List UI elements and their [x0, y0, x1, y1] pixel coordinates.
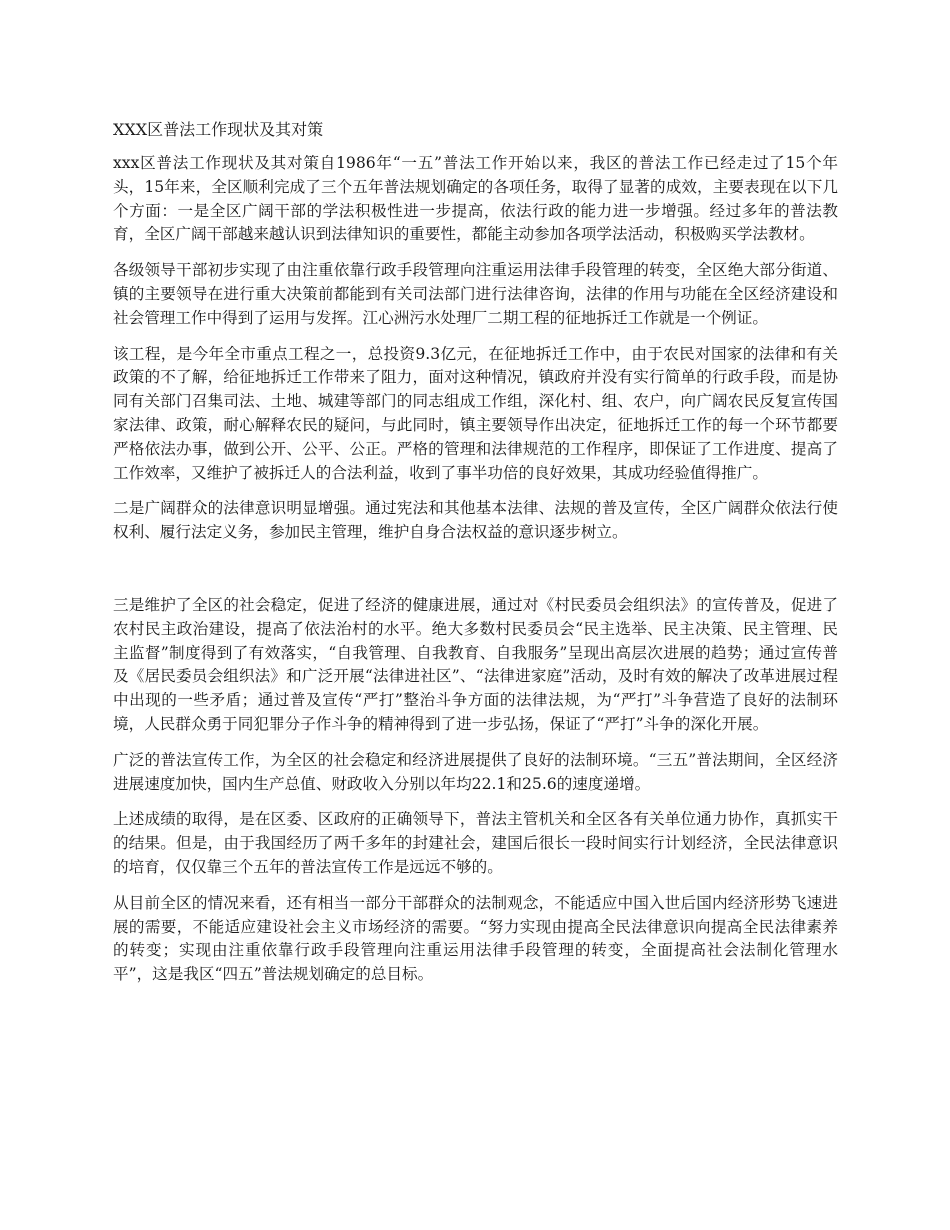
paragraph-intro: xxx区普法工作现状及其对策自1986年“一五”普法工作开始以来，我区的普法工作已经走过了15个年头，15年来，全区顺利完成了三个五年普法规划确定的各项任务，取得了显著的成效，主要表现在以下几个方面：一是全区广阔干部的学法积极性进一步提高，依法行政的能力进一步增强。经过多年的普法教育，全区广阔干部越来越认识到法律知识的重要性，都能主动参加各项学法活动，积极购买学法教材。	[113, 154, 838, 244]
section-gap	[113, 557, 838, 594]
paragraph-project-example: 该工程，是今年全市重点工程之一，总投资9.3亿元，在征地拆迁工作中，由于农民对国家的法律和有关政策的不了解，给征地拆迁工作带来了阻力，面对这种情况，镇政府并没有实行简单的行政手段，而是协同有关部门召集司法、土地、城建等部门的同志组成工作组，深化村、组、农户，向广阔农民反复宣传国家法律、政策，耐心解释农民的疑问，与此同时，镇主要领导作出决定，征地拆迁工作的每一个环节都要严格依法办事，做到公开、公平、公正。严格的管理和法律规范的工作程序，即保证了工作进度、提高了工作效率，又维护了被拆迁人的合法利益，收到了事半功倍的良好效果，其成功经验值得推广。	[113, 344, 838, 482]
paragraph-legal-environment: 广泛的普法宣传工作，为全区的社会稳定和经济进展提供了良好的法制环境。“三五”普法期间，全区经济进展速度加快，国内生产总值、财政收入分别以年均22.1和25.6的速度递增。	[113, 750, 838, 793]
document-title: XXX区普法工作现状及其对策	[113, 120, 324, 139]
paragraph-public-awareness: 二是广阔群众的法律意识明显增强。通过宪法和其他基本法律、法规的普及宣传，全区广阔群众依法行使权利、履行法定义务，参加民主管理，维护自身合法权益的意识逐步树立。	[113, 499, 838, 542]
document-page	[113, 118, 838, 999]
paragraph-social-stability: 三是维护了全区的社会稳定，促进了经济的健康进展，通过对《村民委员会组织法》的宣传普及，促进了农村民主政治建设，提高了依法治村的水平。绝大多数村民委员会“民主选举、民主决策、民主管理、民主监督”制度得到了有效落实，“自我管理、自我教育、自我服务”呈现出高层次进展的趋势；通过宣传普及《居民委员会组织法》和广泛开展“法律进社区”、“法律进家庭”活动，及时有效的解决了改革进展过程中出现的一些矛盾；通过普及宣传“严打”整治斗争方面的法律法规，为“严打”斗争营造了良好的法制环境，人民群众勇于同犯罪分子作斗争的精神得到了进一步弘扬，保证了“严打”斗争的深化开展。	[113, 595, 838, 733]
paragraph-current-situation: 从目前全区的情况来看，还有相当一部分干部群众的法制观念，不能适应中国入世后国内经济形势飞速进展的需要，不能适应建设社会主义市场经济的需要。“努力实现由提高全民法律意识向提高全民法律素养的转变；实现由注重依靠行政手段管理向注重运用法律手段管理的转变，全面提高社会法制化管理水平”，这是我区“四五”普法规划确定的总目标。	[113, 893, 838, 984]
paragraph-achievements: 上述成绩的取得，是在区委、区政府的正确领导下，普法主管机关和全区各有关单位通力协作，真抓实干的结果。但是，由于我国经历了两千多年的封建社会，建国后很长一段时间实行计划经济，全民法律意识的培育，仅仅靠三个五年的普法宣传工作是远远不够的。	[113, 810, 838, 876]
paragraph-leadership: 各级领导干部初步实现了由注重依靠行政手段管理向注重运用法律手段管理的转变，全区绝大部分街道、镇的主要领导在进行重大决策前都能到有关司法部门进行法律咨询，法律的作用与功能在全区经济建设和社会管理工作中得到了运用与发挥。江心洲污水处理厂二期工程的征地拆迁工作就是一个例证。	[113, 261, 838, 327]
